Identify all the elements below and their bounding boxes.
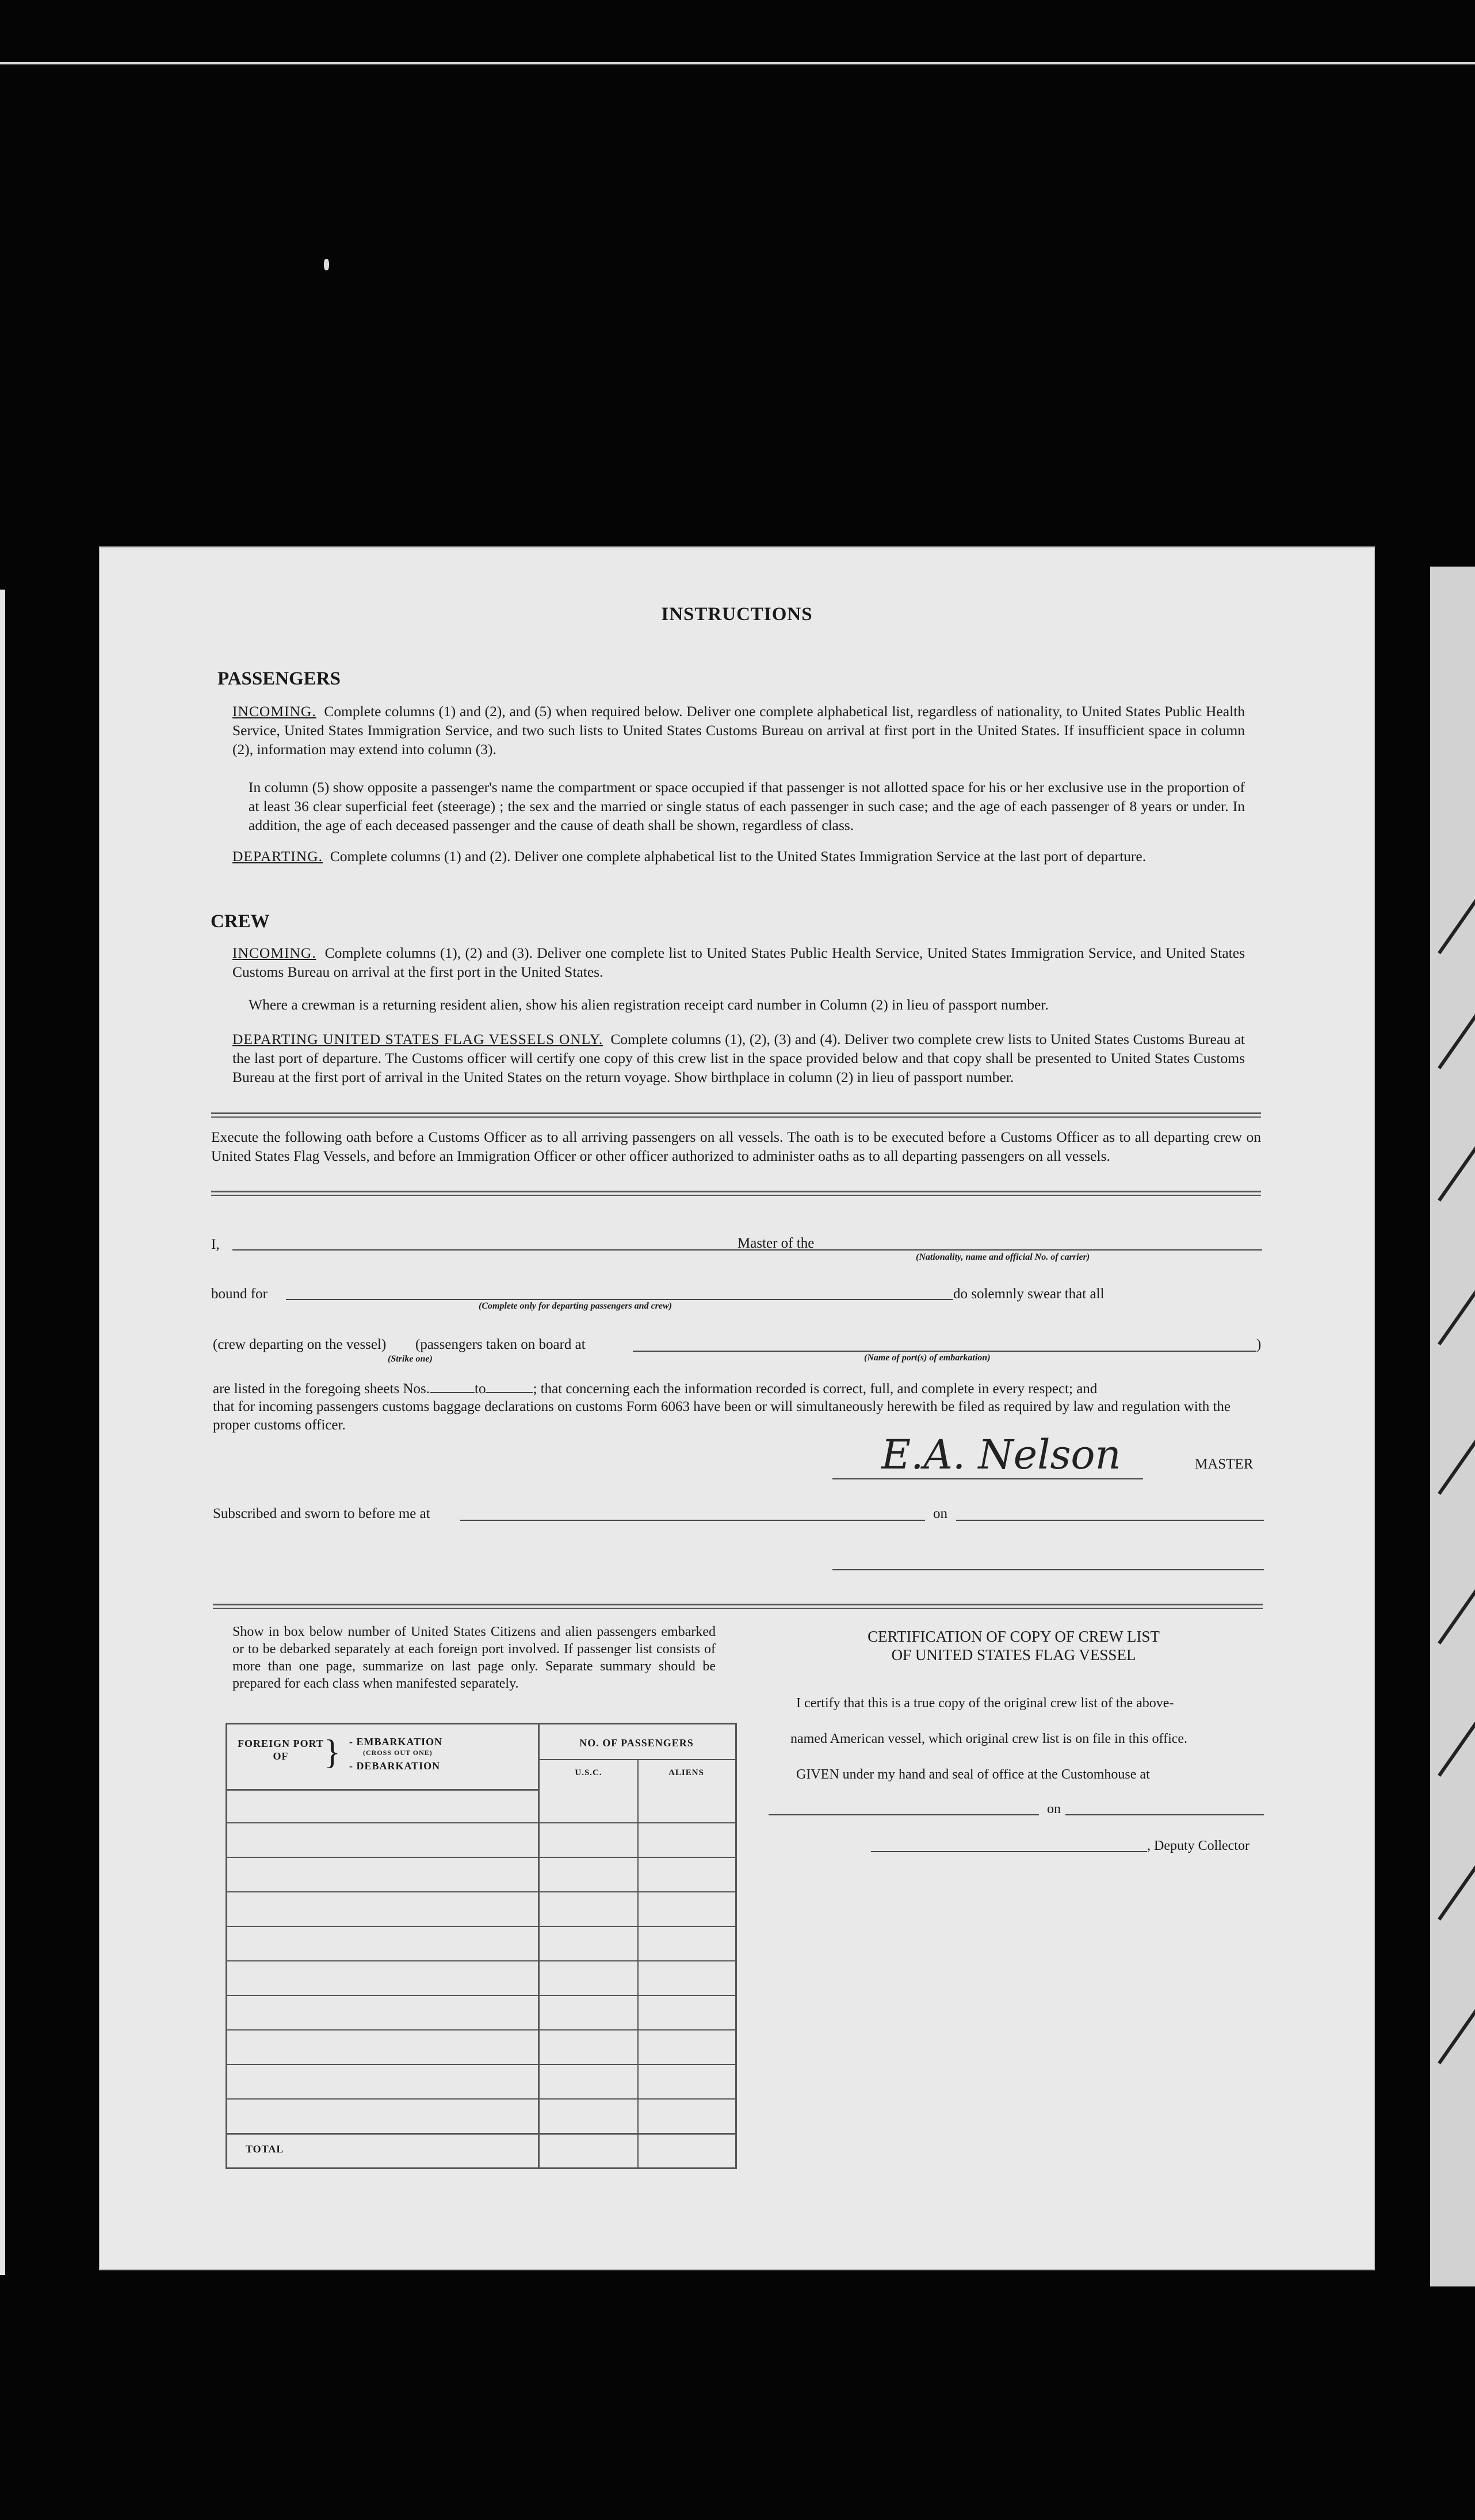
- bound-for-field[interactable]: [286, 1299, 953, 1300]
- table-row-line: [227, 2029, 735, 2030]
- usc-header: U.S.C.: [575, 1768, 602, 1777]
- adjacent-page-right-edge: [1430, 567, 1475, 2286]
- listed-text-1: are listed in the foregoing sheets Nos.: [213, 1381, 430, 1397]
- oath-i: I,: [211, 1237, 220, 1252]
- table-row-line: [227, 1857, 735, 1858]
- section-divider-2: [211, 1191, 1261, 1196]
- crew-departing-text: Complete columns (1), (2), (3) and (4). Deliver two complete crew lists to United States Customs Bureau at the last port of departure. The Customs officer will certify one copy of this crew list in the space provided below and that copy shall be presented to United States Customs Bureau at the first port of arrival in the United States on the return voyage. Show birthplace in column (2) in lieu of passport number.: [232, 1031, 1245, 1085]
- listed-text-2: ; that concerning each the information recorded is correct, full, and complete in every respect; and: [533, 1381, 1098, 1397]
- no-passengers-header: NO. OF PASSENGERS: [579, 1737, 694, 1749]
- crew-resident: Where a crewman is a returning resident alien, show his alien registration receipt card number in Column (2) in lieu of passport number.: [249, 996, 1049, 1013]
- customhouse-field[interactable]: [769, 1814, 1039, 1815]
- crew-incoming: [232, 943, 1245, 981]
- embarkation-header: - EMBARKATION: [349, 1736, 443, 1747]
- close-paren: ): [1256, 1337, 1262, 1352]
- table-row-line: [227, 1995, 735, 1996]
- port-note: (Name of port(s) of embarkation): [864, 1353, 991, 1363]
- passengers-column5: In column (5) show opposite a passenger's name the compartment or space occupied if that passenger is not allotted space for his or her exclusive use in the proportion of at least 36 clear superficial feet (steerage) ; the sex and the married or single status of each passenger in such case; and the age of each passenger of 8 years or under. In addition, the age of each deceased passenger and the cause of death shall be shown, regardless of class.: [249, 779, 1245, 833]
- given-line: GIVEN under my hand and seal of office at the Customhouse at: [796, 1767, 1150, 1782]
- listed-line-2: [213, 1398, 1263, 1435]
- section-divider-3: [213, 1604, 1263, 1609]
- table-row-line: [227, 1822, 735, 1823]
- page-title: INSTRUCTIONS: [661, 604, 813, 625]
- scan-speck: [324, 259, 329, 270]
- deputy-collector-field[interactable]: [871, 1851, 1147, 1852]
- signature-line[interactable]: [832, 1478, 1143, 1479]
- summary-instructions: Show in box below number of United States Citizens and alien passengers embarked or to be debarked separately at each foreign port involved. If passenger list consists of more than one page, summarize on last page only. Separate summary should be prepared for each class when manifested separately.: [232, 1624, 716, 1691]
- passengers-departing-label: DEPARTING.: [232, 848, 323, 865]
- certify-line-1: I certify that this is a true copy of the original crew list of the above-: [796, 1696, 1174, 1711]
- certification-title-2: OF UNITED STATES FLAG VESSEL: [891, 1646, 1136, 1664]
- complete-note: (Complete only for departing passengers and crew): [479, 1301, 672, 1311]
- brace-glyph: }: [324, 1733, 341, 1771]
- crew-departing: [232, 1030, 1245, 1087]
- crew-incoming-text: Complete columns (1), (2) and (3). Deliver one complete list to United States Public Health Service, United States Immigration Service, and United States Customs Bureau on arrival at the first port in the United States.: [232, 944, 1245, 980]
- passengers-departing-text: Complete columns (1) and (2). Deliver one complete alphabetical list to the United States Immigration Service at the last port of departure.: [330, 848, 1147, 865]
- oath-instruction: Execute the following oath before a Customs Officer as to all arriving passengers on all vessels. The oath is to be executed before a Customs Officer as to all departing crew on United States Flag Vessels, and before an Immigration Officer or other officer authorized to administer oaths as to all departing passengers on all vessels.: [211, 1129, 1261, 1164]
- debarkation-header: - DEBARKATION: [349, 1760, 441, 1772]
- foreign-port-header: FOREIGN PORT OF: [238, 1738, 324, 1762]
- listed-to: to: [475, 1381, 486, 1397]
- certify-on: on: [1047, 1802, 1061, 1817]
- table-row-line: [227, 2064, 735, 2065]
- master-signature: E.A. Nelson: [881, 1431, 1121, 1478]
- certify-line-2: named American vessel, which original crew list is on file in this office.: [790, 1731, 1188, 1746]
- column-divider-port: [538, 1789, 540, 2167]
- bound-for-label: bound for: [211, 1286, 268, 1302]
- subscribed-place-field[interactable]: [460, 1520, 925, 1521]
- deputy-collector-label: , Deputy Collector: [1147, 1838, 1249, 1853]
- passengers-incoming-text: Complete columns (1) and (2), and (5) when required below. Deliver one complete alphabetical list, regardless of nationality, to United States Public Health Service, United States Immigration Service, and two such lists to United States Customs Bureau on arrival at first port in the United States. If insufficient space in column (2), information may extend into column (3).: [232, 703, 1245, 758]
- certify-date-field[interactable]: [1065, 1814, 1264, 1815]
- solemnly-swear: do solemnly swear that all: [953, 1286, 1105, 1302]
- carrier-field[interactable]: [831, 1249, 1262, 1251]
- crew-heading: CREW: [211, 911, 270, 932]
- total-label: TOTAL: [246, 2143, 284, 2155]
- top-border-line: [0, 62, 1475, 64]
- column-divider: [637, 1759, 639, 2167]
- passenger-summary-table: [226, 1723, 737, 2169]
- passengers-incoming-label: INCOMING.: [232, 703, 316, 720]
- crew-departing-label: DEPARTING UNITED STATES FLAG VESSELS ONLY.: [232, 1031, 603, 1047]
- passengers-taken-option[interactable]: (passengers taken on board at: [415, 1337, 586, 1352]
- crew-incoming-label: INCOMING.: [232, 944, 316, 961]
- listed-text-4: regulation with the proper customs officer.: [213, 1399, 1231, 1433]
- passengers-heading: PASSENGERS: [217, 668, 341, 689]
- officer-signature-line[interactable]: [832, 1569, 1264, 1570]
- passengers-incoming: [232, 702, 1245, 759]
- table-header-port: [227, 1724, 540, 1791]
- sheet-to-field[interactable]: [486, 1381, 533, 1393]
- table-row-line: [227, 1926, 735, 1927]
- form-page: [99, 546, 1375, 2270]
- listed-text-3: that for incoming passengers customs baggage declarations on customs Form 6063 have been or will simultaneously herewith be filed as required by law and: [213, 1399, 1118, 1414]
- adjacent-page-left-edge: [0, 590, 5, 2275]
- master-of-the: Master of the: [738, 1236, 815, 1251]
- embarkation-port-field[interactable]: [633, 1351, 1256, 1352]
- listed-line-1: [213, 1381, 1097, 1397]
- cross-out-header: (CROSS OUT ONE): [363, 1749, 433, 1757]
- nationality-note: (Nationality, name and official No. of carrier): [916, 1252, 1090, 1262]
- passengers-departing: [232, 847, 1245, 866]
- subscribed-label: Subscribed and sworn to before me at: [213, 1506, 430, 1521]
- section-divider-1: [211, 1112, 1261, 1118]
- sheet-from-field[interactable]: [430, 1381, 475, 1393]
- table-row-line: [227, 1891, 735, 1892]
- aliens-header: ALIENS: [668, 1768, 704, 1777]
- total-row-line: [227, 2133, 735, 2135]
- crew-departing-option[interactable]: (crew departing on the vessel): [213, 1337, 387, 1352]
- table-row-line: [227, 2098, 735, 2100]
- master-label: MASTER: [1195, 1456, 1254, 1472]
- strike-one-note: (Strike one): [388, 1354, 433, 1364]
- subscribed-date-field[interactable]: [956, 1520, 1264, 1521]
- subscribed-on: on: [933, 1506, 947, 1521]
- certification-title-1: CERTIFICATION OF COPY OF CREW LIST: [868, 1628, 1160, 1645]
- table-row-line: [227, 1960, 735, 1961]
